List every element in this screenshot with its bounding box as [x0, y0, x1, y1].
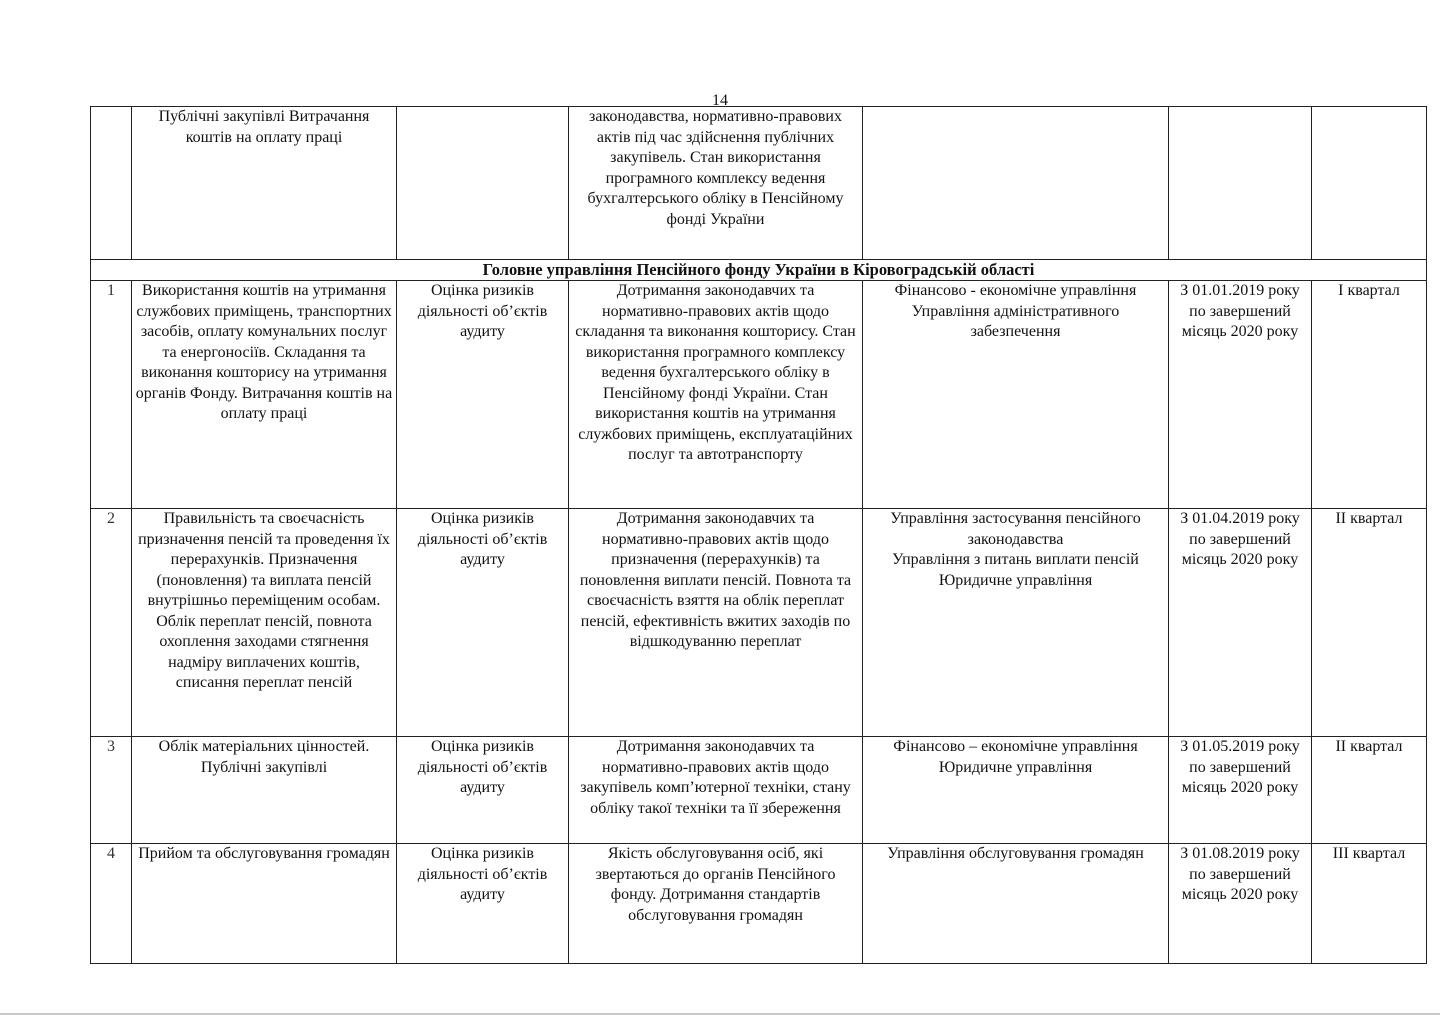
audit-plan-table: [90, 106, 1427, 964]
row-number: 2: [91, 509, 132, 737]
responsible-unit: Фінансово - економічне управління Управління адміністративного забезпечення: [894, 282, 1137, 340]
audit-form-cell: [397, 107, 569, 260]
audit-object-cell: Прийом та обслуговування громадян: [132, 844, 397, 964]
audited-period-cell: З 01.04.2019 року по завершений місяць 2020 року: [1169, 509, 1312, 737]
audit-issues-cell: Дотримання законодавчих та нормативно-правових актів щодо закупівель комп’ютерної техніки, стану обліку такої техніки та її збереження: [569, 737, 863, 844]
section-title: Головне управління Пенсійного фонду України в Кіровоградській області: [91, 260, 1427, 281]
audit-term-cell: І квартал: [1312, 281, 1427, 509]
audited-period-cell: З 01.01.2019 року по завершений місяць 2020 року: [1169, 281, 1312, 509]
responsible-units-cell: [863, 107, 1169, 260]
audit-term-cell: [1312, 107, 1427, 260]
scan-edge-line: [0, 1013, 1440, 1015]
table-row: [91, 844, 1427, 964]
audit-form-cell: Оцінка ризиків діяльності об’єктів аудиту: [397, 509, 569, 737]
audited-period-cell: З 01.05.2019 року по завершений місяць 2020 року: [1169, 737, 1312, 844]
table-row: [91, 509, 1427, 737]
audit-issues-cell: Дотримання законодавчих та нормативно-правових актів щодо складання та виконання кошторису. Стан використання програмного комплексу ведення бухгалтерського обліку в Пенсійному фонді України. Стан використання коштів на утримання службових приміщень, експлуатаційних послуг та автотранспорту: [569, 281, 863, 509]
responsible-unit: Управління застосування пенсійного законодавства Управління з питань виплати пенсій Юридичне управління: [890, 510, 1141, 589]
audited-period-cell: [1169, 107, 1312, 260]
audit-object-cell: Правильність та своєчасність призначення пенсій та проведення їх перерахунків. Призначення (поновлення) та виплата пенсій внутрішньо переміщеним особам. Облік переплат пенсій, повнота охоплення заходами стягнення надміру виплачених коштів, списання переплат пенсій: [132, 509, 397, 737]
responsible-unit: Фінансово – економічне управління Юридичне управління: [893, 738, 1138, 776]
continuation-row: [91, 107, 1427, 260]
page-number: 14: [712, 92, 728, 109]
audit-term-cell: ІІІ квартал: [1312, 844, 1427, 964]
row-number: 3: [91, 737, 132, 844]
row-number: 1: [91, 281, 132, 509]
audit-form-cell: Оцінка ризиків діяльності об’єктів аудиту: [397, 281, 569, 509]
audit-term-cell: ІІ квартал: [1312, 737, 1427, 844]
audit-term-cell: ІІ квартал: [1312, 509, 1427, 737]
section-header-row: [91, 260, 1427, 281]
audit-form-cell: Оцінка ризиків діяльності об’єктів аудиту: [397, 844, 569, 964]
audit-object-cell: Облік матеріальних цінностей. Публічні закупівлі: [132, 737, 397, 844]
responsible-units-cell: [863, 737, 1169, 844]
audit-issues-cell: Дотримання законодавчих та нормативно-правових актів щодо призначення (перерахунків) та поновлення виплати пенсій. Повнота та своєчасність взяття на облік переплат пенсій, ефективність вжитих заходів по відшкодуванню переплат: [569, 509, 863, 737]
responsible-units-cell: [863, 509, 1169, 737]
table-row: [91, 737, 1427, 844]
row-number: 4: [91, 844, 132, 964]
responsible-units-cell: [863, 844, 1169, 964]
audit-form-cell: Оцінка ризиків діяльності об’єктів аудиту: [397, 737, 569, 844]
audit-object-cell: Використання коштів на утримання службових приміщень, транспортних засобів, оплату комунальних послуг та енергоносіїв. Складання та виконання кошторису на утримання органів Фонду. Витрачання коштів на оплату праці: [132, 281, 397, 509]
row-number: [91, 107, 132, 260]
responsible-units-cell: [863, 281, 1169, 509]
audit-issues-cell: Якість обслуговування осіб, які звертаються до органів Пенсійного фонду. Дотримання стандартів обслуговування громадян: [569, 844, 863, 964]
table-row: [91, 281, 1427, 509]
audit-object-cell: Публічні закупівлі Витрачання коштів на оплату праці: [132, 107, 397, 260]
audit-issues-cell: законодавства, нормативно-правових актів під час здійснення публічних закупівель. Стан використання програмного комплексу ведення бухгалтерського обліку в Пенсійному фонді України: [569, 107, 863, 260]
audited-period-cell: З 01.08.2019 року по завершений місяць 2020 року: [1169, 844, 1312, 964]
responsible-unit: Управління обслуговування громадян: [887, 845, 1144, 862]
